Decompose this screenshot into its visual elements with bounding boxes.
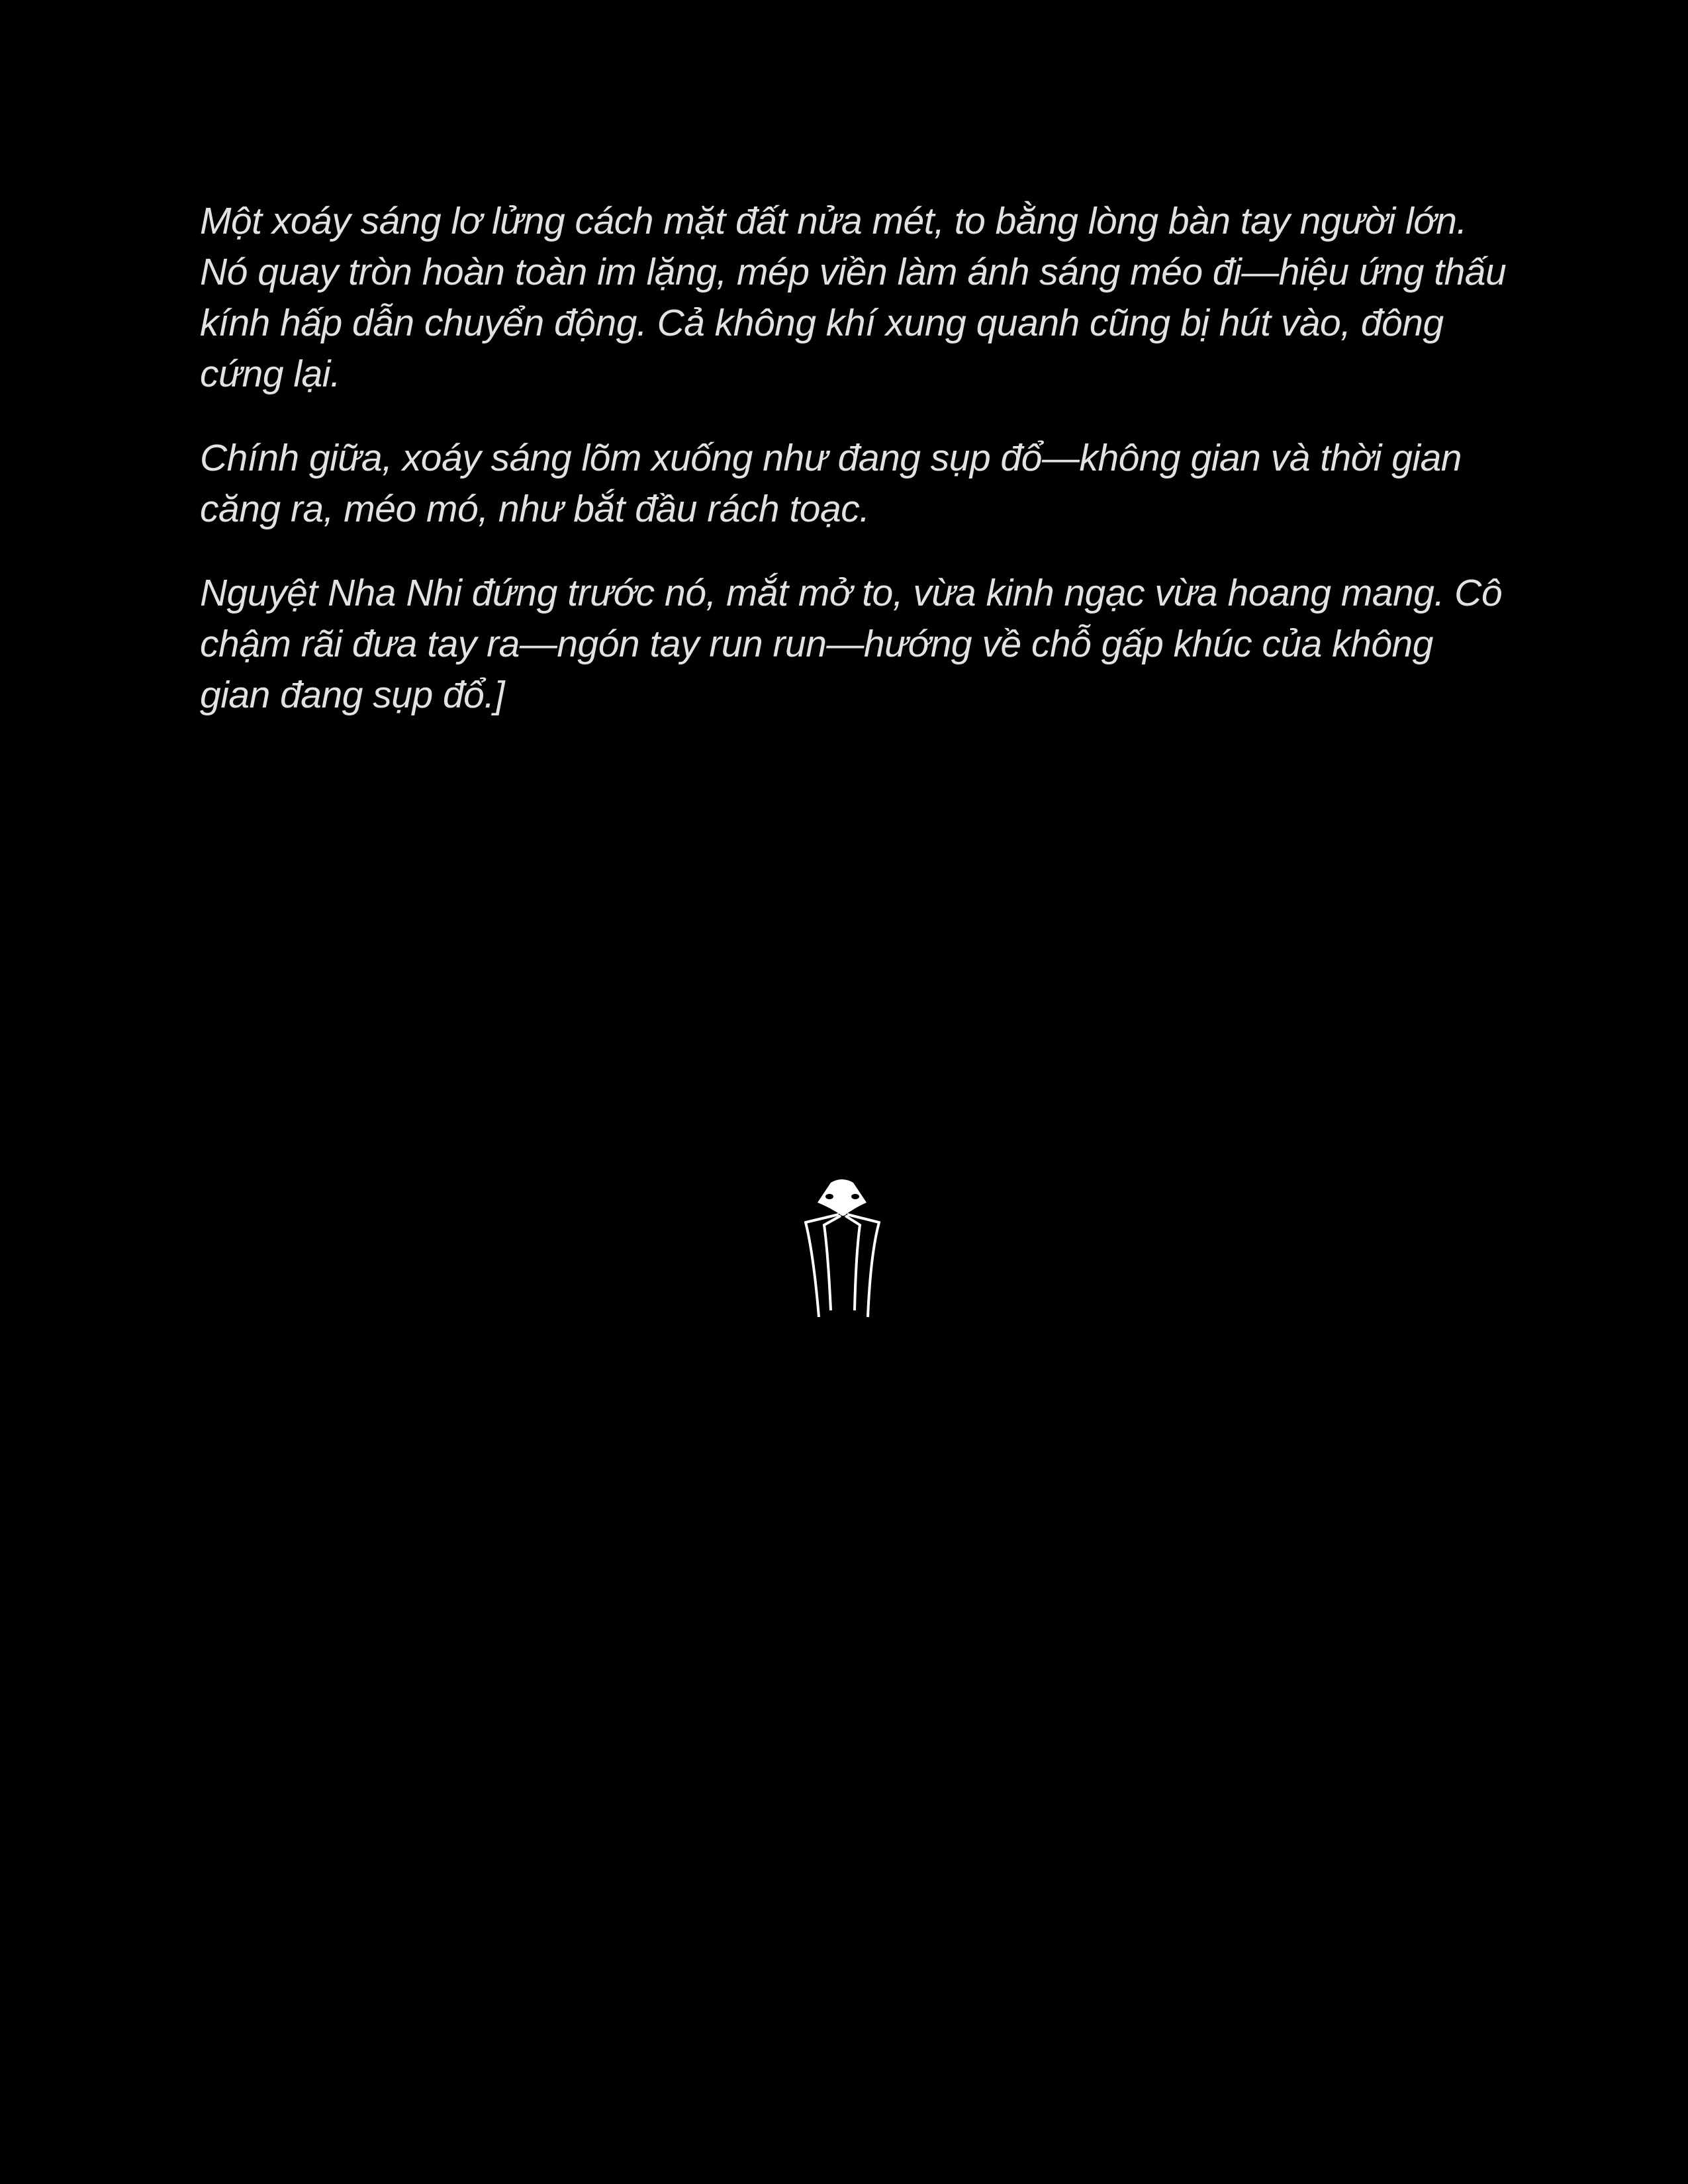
spider-emblem-icon (804, 1175, 880, 1324)
story-text (200, 196, 1507, 754)
paragraph-1: Một xoáy sáng lơ lửng cách mặt đất nửa mét, to bằng lòng bàn tay người lớn. Nó quay tròn hoàn toàn im lặng, mép viền làm ánh sáng méo đi—hiệu ứng thấu kính hấp dẫn chuyển động. Cả không khí xung quanh cũng bị hút vào, đông cứng lại. (200, 200, 1507, 395)
paragraph-3: Nguyệt Nha Nhi đứng trước nó, mắt mở to, vừa kinh ngạc vừa hoang mang. Cô chậm rãi đưa tay ra—ngón tay run run—hướng về chỗ gấp khúc của không gian đang sụp đổ.] (200, 572, 1503, 716)
paragraph-2: Chính giữa, xoáy sáng lõm xuống như đang sụp đổ—không gian và thời gian căng ra, méo mó, như bắt đầu rách toạc. (200, 437, 1462, 530)
